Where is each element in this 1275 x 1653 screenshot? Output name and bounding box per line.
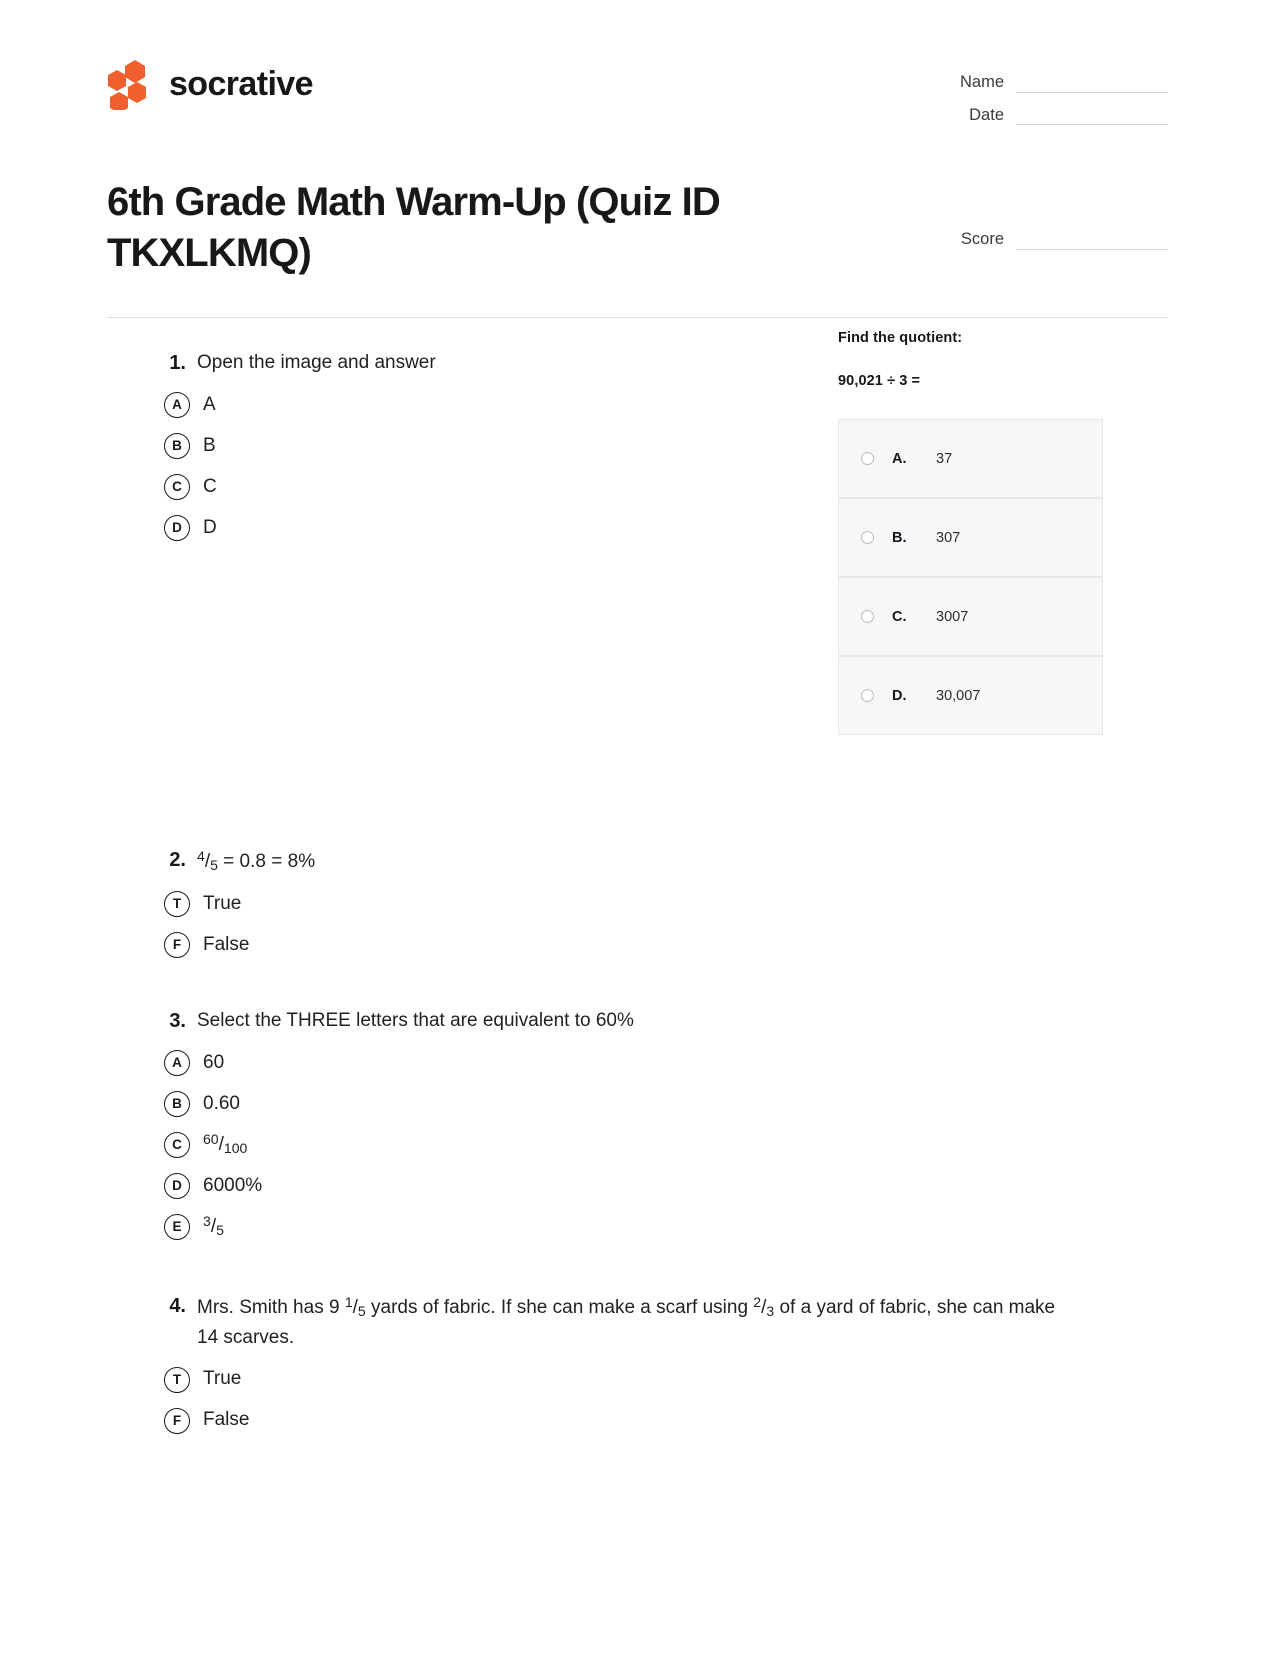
socrative-hexagons-logo-icon bbox=[107, 58, 153, 110]
question-3-number: 3. bbox=[169, 1010, 186, 1033]
embedded-choice-b-value: 307 bbox=[936, 529, 961, 546]
date-input-line[interactable] bbox=[1016, 124, 1168, 125]
question-2-fraction: $^4$/5 bbox=[197, 848, 218, 874]
option-c[interactable] bbox=[107, 1124, 1168, 1165]
question-4-head bbox=[107, 1291, 1168, 1353]
embedded-choice-b-letter: B. bbox=[892, 529, 907, 546]
option-bubble-a[interactable]: A bbox=[164, 392, 190, 418]
brand-name: socrative bbox=[169, 65, 313, 103]
embedded-choice-c-value: 3007 bbox=[936, 608, 969, 625]
option-label-e bbox=[203, 1212, 224, 1241]
question-4-part1: Mrs. Smith has 9 bbox=[197, 1297, 345, 1319]
option-false[interactable] bbox=[107, 924, 1168, 965]
embedded-choice-a-letter: A. bbox=[892, 450, 907, 467]
option-false[interactable] bbox=[107, 1400, 1168, 1441]
question-4-number: 4. bbox=[169, 1295, 186, 1318]
embedded-choice-a-value: 37 bbox=[936, 450, 953, 467]
radio-icon-c[interactable] bbox=[861, 610, 874, 623]
question-2-options bbox=[107, 883, 1168, 965]
question-2-head bbox=[107, 845, 1168, 877]
question-4 bbox=[107, 1291, 1168, 1441]
question-3 bbox=[107, 1006, 1168, 1247]
page-title: 6th Grade Math Warm-Up (Quiz ID TKXLKMQ) bbox=[107, 180, 720, 276]
page-header bbox=[107, 0, 1168, 139]
embedded-choice-d-value: 30,007 bbox=[936, 687, 981, 704]
score-input-line[interactable] bbox=[1016, 249, 1168, 250]
embedded-choice-b[interactable] bbox=[838, 498, 1103, 577]
option-bubble-false[interactable]: F bbox=[164, 1408, 190, 1434]
option-label-true: True bbox=[203, 892, 242, 914]
embedded-choice-c[interactable] bbox=[838, 577, 1103, 656]
option-bubble-b[interactable]: B bbox=[164, 1091, 190, 1117]
question-3-head bbox=[107, 1006, 1168, 1036]
question-3-options bbox=[107, 1042, 1168, 1247]
embedded-image-choices bbox=[838, 419, 1103, 735]
option-label-b: 0.60 bbox=[203, 1092, 240, 1114]
question-1-text: Open the image and answer bbox=[197, 352, 436, 374]
option-true[interactable] bbox=[107, 883, 1168, 924]
option-true[interactable] bbox=[107, 1359, 1168, 1400]
embedded-image-expression: 90,021 ÷ 3 = bbox=[838, 373, 921, 389]
question-2 bbox=[107, 845, 1168, 965]
option-bubble-a[interactable]: A bbox=[164, 1050, 190, 1076]
date-field-row bbox=[936, 107, 1168, 126]
question-4-part2: yards of fabric. If she can make a scarf using bbox=[365, 1297, 754, 1319]
embedded-choice-d-letter: D. bbox=[892, 687, 907, 704]
option-label-a: 60 bbox=[203, 1051, 225, 1073]
option-e[interactable] bbox=[107, 1206, 1168, 1247]
score-label: Score bbox=[960, 230, 1004, 248]
option-label-b: B bbox=[203, 434, 216, 456]
option-bubble-b[interactable]: B bbox=[164, 433, 190, 459]
embedded-choice-d[interactable] bbox=[838, 656, 1103, 735]
score-field-group bbox=[936, 177, 1168, 264]
option-bubble-true[interactable]: T bbox=[164, 1367, 190, 1393]
option-label-a: A bbox=[203, 393, 216, 415]
question-4-text bbox=[197, 1291, 1067, 1353]
title-zone bbox=[107, 177, 1168, 279]
option-c-fraction: $^{60}$/100 bbox=[203, 1131, 248, 1157]
score-field-row bbox=[936, 231, 1168, 250]
option-a[interactable] bbox=[107, 1042, 1168, 1083]
option-bubble-c[interactable]: C bbox=[164, 474, 190, 500]
question-4-fraction-1: $^1$/5 bbox=[344, 1294, 366, 1320]
question-1-number: 1. bbox=[169, 352, 186, 375]
option-label-false: False bbox=[203, 1409, 250, 1431]
question-2-text bbox=[197, 845, 315, 877]
socrative-logo bbox=[107, 58, 313, 110]
option-b[interactable] bbox=[107, 1083, 1168, 1124]
header-divider bbox=[107, 317, 1168, 318]
option-label-false: False bbox=[203, 933, 250, 955]
embedded-choice-a[interactable] bbox=[838, 419, 1103, 498]
option-bubble-c[interactable]: C bbox=[164, 1132, 190, 1158]
question-4-part3: of a yard of fabric, she can make 14 scarves. bbox=[197, 1297, 1056, 1349]
option-bubble-e[interactable]: E bbox=[164, 1214, 190, 1240]
date-label: Date bbox=[969, 105, 1004, 124]
option-bubble-false[interactable]: F bbox=[164, 932, 190, 958]
option-bubble-d[interactable]: D bbox=[164, 515, 190, 541]
question-2-number: 2. bbox=[169, 849, 186, 872]
name-field-row bbox=[936, 74, 1168, 93]
radio-icon-b[interactable] bbox=[861, 531, 874, 544]
option-label-d: 6000% bbox=[203, 1174, 263, 1196]
option-label-d: D bbox=[203, 516, 217, 538]
option-bubble-d[interactable]: D bbox=[164, 1173, 190, 1199]
radio-icon-a[interactable] bbox=[861, 452, 874, 465]
question-4-options bbox=[107, 1359, 1168, 1441]
option-label-c bbox=[203, 1130, 247, 1159]
option-d[interactable] bbox=[107, 1165, 1168, 1206]
question-1-embedded-image bbox=[838, 330, 1103, 735]
question-3-text: Select the THREE letters that are equivalent to 60% bbox=[197, 1010, 634, 1032]
embedded-image-title: Find the quotient: bbox=[838, 330, 963, 346]
question-4-fraction-2: $^2$/3 bbox=[753, 1294, 775, 1320]
radio-icon-d[interactable] bbox=[861, 689, 874, 702]
option-label-true: True bbox=[203, 1368, 242, 1390]
question-2-text-suffix: = 0.8 = 8% bbox=[217, 851, 316, 873]
name-label: Name bbox=[959, 73, 1004, 91]
option-label-c: C bbox=[203, 475, 217, 497]
name-input-line[interactable] bbox=[1016, 92, 1168, 93]
option-e-fraction: $^3$/5 bbox=[203, 1213, 224, 1239]
student-meta-fields bbox=[936, 58, 1168, 139]
option-bubble-true[interactable]: T bbox=[164, 891, 190, 917]
embedded-choice-c-letter: C. bbox=[892, 608, 907, 625]
